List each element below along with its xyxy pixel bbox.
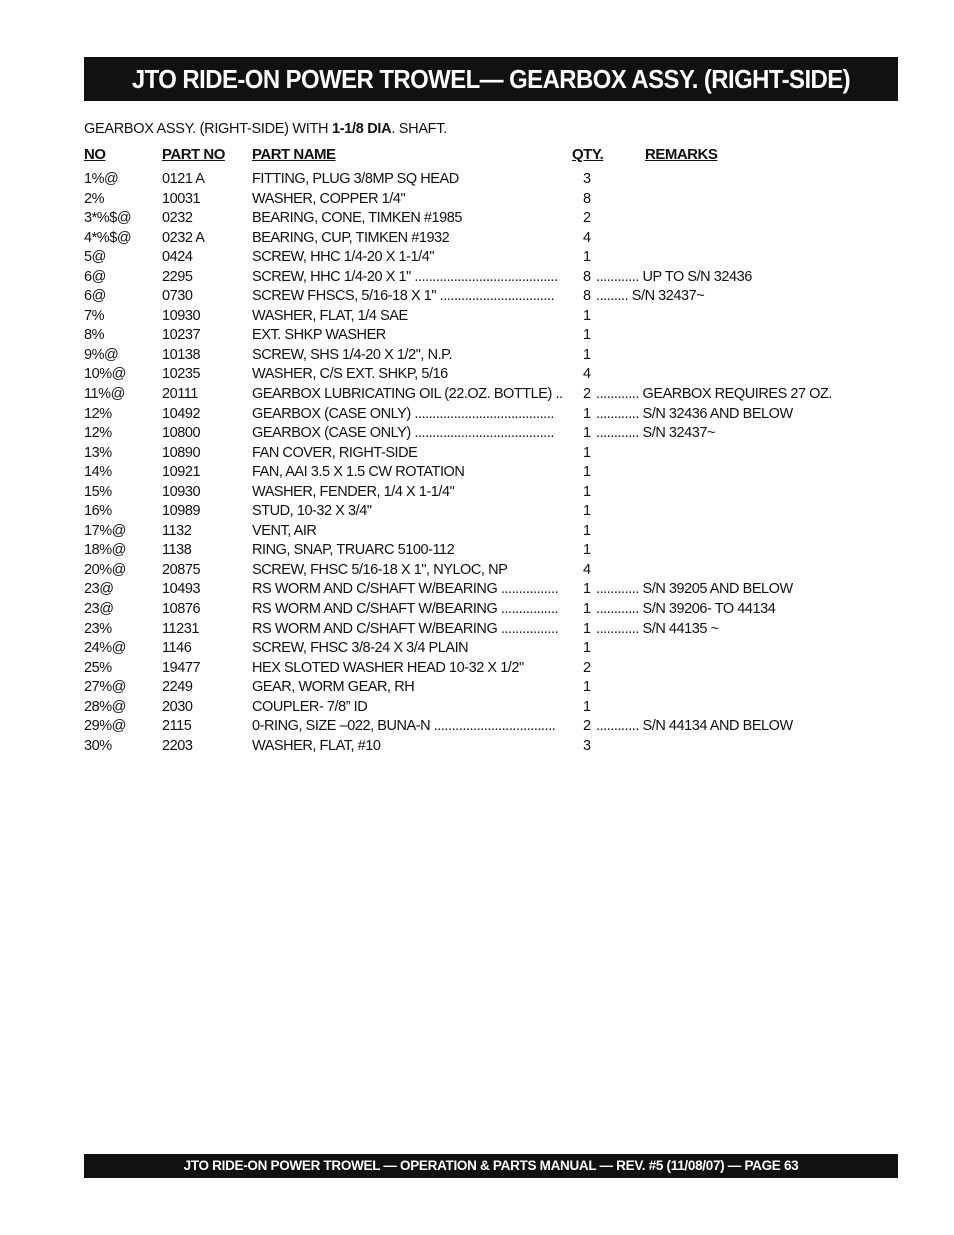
part-remarks: ......... S/N 32437~ [596, 288, 705, 305]
part-qty: 1 [583, 405, 591, 422]
part-name: BEARING, CONE, TIMKEN #1985 [252, 210, 462, 227]
table-row [0, 698, 954, 718]
part-ref-number: 8% [84, 327, 105, 344]
table-row [0, 737, 954, 757]
table-row [0, 620, 954, 640]
footer-bar [84, 1154, 898, 1178]
table-row [0, 346, 954, 366]
part-name: RS WORM AND C/SHAFT W/BEARING ................ [252, 581, 559, 598]
part-name: FAN COVER, RIGHT-SIDE [252, 444, 418, 461]
part-number: 19477 [162, 659, 201, 676]
part-qty: 1 [583, 601, 591, 618]
table-row [0, 444, 954, 464]
table-row [0, 170, 954, 190]
column-header-remarks: REMARKS [645, 146, 718, 163]
part-qty: 8 [583, 268, 591, 285]
part-ref-number: 24%@ [84, 640, 126, 657]
table-row [0, 365, 954, 385]
part-name: GEAR, WORM GEAR, RH [252, 679, 415, 696]
part-number: 2030 [162, 698, 193, 715]
table-row [0, 502, 954, 522]
table-row [0, 600, 954, 620]
part-name: GEARBOX LUBRICATING OIL (22.OZ. BOTTLE) .. [252, 386, 563, 403]
part-remarks: ............ S/N 39206- TO 44134 [596, 601, 776, 618]
part-remarks: ............ GEARBOX REQUIRES 27 OZ. [596, 386, 832, 403]
part-ref-number: 30% [84, 737, 112, 754]
part-number: 10031 [162, 190, 201, 207]
part-name: SCREW, FHSC 3/8-24 X 3/4 PLAIN [252, 640, 469, 657]
part-ref-number: 5@ [84, 249, 106, 266]
subtitle-prefix: GEARBOX ASSY. (RIGHT-SIDE) WITH [84, 121, 332, 137]
part-remarks: ............ S/N 44134 AND BELOW [596, 718, 793, 735]
part-ref-number: 23@ [84, 581, 114, 598]
column-header-no: NO [84, 146, 106, 163]
part-ref-number: 28%@ [84, 698, 126, 715]
part-qty: 1 [583, 581, 591, 598]
part-ref-number: 7% [84, 307, 105, 324]
part-number: 1146 [162, 640, 192, 657]
part-ref-number: 12% [84, 405, 112, 422]
part-number: 10921 [162, 464, 201, 481]
table-row [0, 209, 954, 229]
part-ref-number: 23@ [84, 601, 114, 618]
part-qty: 1 [583, 307, 591, 324]
part-ref-number: 9%@ [84, 346, 119, 363]
part-ref-number: 1%@ [84, 171, 119, 187]
part-name: RING, SNAP, TRUARC 5100-112 [252, 542, 455, 559]
part-ref-number: 15% [84, 483, 112, 500]
part-qty: 2 [583, 386, 591, 403]
part-qty: 1 [583, 483, 591, 500]
part-number: 0232 A [162, 229, 205, 246]
part-qty: 4 [583, 229, 591, 246]
table-row [0, 287, 954, 307]
table-row [0, 268, 954, 288]
table-row [0, 678, 954, 698]
part-number: 10890 [162, 444, 201, 461]
page-title-bar [84, 57, 898, 101]
part-ref-number: 6@ [84, 268, 106, 285]
part-name: HEX SLOTED WASHER HEAD 10-32 X 1/2" [252, 659, 524, 676]
part-qty: 3 [583, 737, 591, 754]
part-qty: 1 [583, 640, 591, 657]
part-qty: 1 [583, 346, 591, 363]
subtitle-bold: 1-1/8 DIA [331, 121, 392, 137]
part-name: COUPLER- 7/8” ID [252, 698, 368, 715]
part-number: 2203 [162, 737, 193, 754]
part-number: 2295 [162, 268, 193, 285]
part-remarks: ............ S/N 44135 ~ [596, 620, 719, 637]
part-name: SCREW, HHC 1/4-20 X 1-1/4" [252, 249, 435, 266]
part-qty: 1 [583, 698, 591, 715]
part-number: 0730 [162, 288, 193, 305]
part-number: 0232 [162, 210, 193, 227]
table-row [0, 522, 954, 542]
part-number: 10876 [162, 601, 201, 618]
column-header-qty: QTY. [572, 146, 604, 163]
part-qty: 1 [583, 522, 591, 539]
part-number: 1132 [162, 522, 192, 539]
part-remarks: ............ S/N 39205 AND BELOW [596, 581, 793, 598]
part-ref-number: 10%@ [84, 366, 126, 383]
part-name: WASHER, C/S EXT. SHKP, 5/16 [252, 366, 448, 383]
assembly-subtitle [84, 121, 447, 137]
part-ref-number: 14% [84, 464, 112, 481]
part-name: SCREW, HHC 1/4-20 X 1" ........................................ [252, 268, 558, 285]
table-row [0, 463, 954, 483]
part-number: 10492 [162, 405, 201, 422]
table-row [0, 326, 954, 346]
part-qty: 2 [583, 210, 591, 227]
part-qty: 1 [583, 464, 591, 481]
part-qty: 1 [583, 542, 591, 559]
part-number: 10138 [162, 346, 201, 363]
footer-text: JTO RIDE-ON POWER TROWEL — OPERATION & PARTS MANUAL — REV. #5 (11/08/07) — PAGE 63 [183, 1158, 799, 1173]
part-number: 10989 [162, 503, 201, 520]
table-row [0, 639, 954, 659]
table-row [0, 405, 954, 425]
part-qty: 1 [583, 425, 591, 442]
part-qty: 3 [583, 171, 591, 187]
table-row [0, 541, 954, 561]
part-number: 10237 [162, 327, 201, 344]
part-number: 10930 [162, 483, 201, 500]
part-name: WASHER, FENDER, 1/4 X 1-1/4" [252, 483, 455, 500]
part-remarks: ............ S/N 32437~ [596, 425, 716, 442]
part-qty: 1 [583, 444, 591, 461]
part-qty: 1 [583, 679, 591, 696]
column-header-part-name: PART NAME [252, 146, 336, 163]
part-name: FAN, AAI 3.5 X 1.5 CW ROTATION [252, 464, 465, 481]
part-name: WASHER, FLAT, 1/4 SAE [252, 307, 408, 324]
part-name: RS WORM AND C/SHAFT W/BEARING ................ [252, 620, 559, 637]
table-row [0, 483, 954, 503]
part-name: EXT. SHKP WASHER [252, 327, 386, 344]
part-ref-number: 13% [84, 444, 112, 461]
part-qty: 8 [583, 190, 591, 207]
table-row [0, 385, 954, 405]
part-number: 1138 [162, 542, 192, 559]
part-ref-number: 4*%$@ [84, 229, 132, 246]
part-number: 20875 [162, 561, 201, 578]
part-qty: 8 [583, 288, 591, 305]
part-qty: 1 [583, 249, 591, 266]
part-ref-number: 20%@ [84, 561, 126, 578]
table-row [0, 580, 954, 600]
table-row [0, 190, 954, 210]
part-remarks: ............ S/N 32436 AND BELOW [596, 405, 793, 422]
part-qty: 1 [583, 327, 591, 344]
table-row [0, 229, 954, 249]
part-name: GEARBOX (CASE ONLY) ....................................... [252, 405, 554, 422]
table-row [0, 717, 954, 737]
part-ref-number: 3*%$@ [84, 210, 132, 227]
part-name: STUD, 10-32 X 3/4" [252, 503, 372, 520]
part-ref-number: 18%@ [84, 542, 126, 559]
part-qty: 1 [583, 503, 591, 520]
part-ref-number: 27%@ [84, 679, 126, 696]
part-number: 20111 [162, 386, 198, 403]
parts-list [0, 170, 954, 756]
part-qty: 1 [583, 620, 591, 637]
table-row [0, 561, 954, 581]
part-name: SCREW, SHS 1/4-20 X 1/2", N.P. [252, 346, 453, 363]
table-row [0, 424, 954, 444]
part-name: FITTING, PLUG 3/8MP SQ HEAD [252, 171, 459, 187]
part-name: WASHER, FLAT, #10 [252, 737, 381, 754]
part-name: WASHER, COPPER 1/4" [252, 190, 406, 207]
part-ref-number: 23% [84, 620, 112, 637]
part-qty: 2 [583, 659, 591, 676]
table-row [0, 248, 954, 268]
part-number: 2249 [162, 679, 193, 696]
part-qty: 2 [583, 718, 591, 735]
part-name: GEARBOX (CASE ONLY) ....................................... [252, 425, 554, 442]
part-ref-number: 12% [84, 425, 112, 442]
part-name: 0-RING, SIZE –022, BUNA-N .................................. [252, 718, 556, 735]
part-number: 0121 A [162, 171, 205, 187]
part-name: SCREW FHSCS, 5/16-18 X 1" ................................ [252, 288, 555, 305]
part-number: 10930 [162, 307, 201, 324]
part-ref-number: 25% [84, 659, 112, 676]
page-title: JTO RIDE-ON POWER TROWEL— GEARBOX ASSY. (RIGHT-SIDE) [131, 64, 851, 94]
part-name: SCREW, FHSC 5/16-18 X 1", NYLOC, NP [252, 561, 508, 578]
part-ref-number: 11%@ [84, 386, 125, 403]
part-name: RS WORM AND C/SHAFT W/BEARING ................ [252, 601, 559, 618]
part-ref-number: 6@ [84, 288, 106, 305]
part-qty: 4 [583, 561, 591, 578]
part-number: 0424 [162, 249, 193, 266]
part-number: 10800 [162, 425, 201, 442]
part-ref-number: 2% [84, 190, 105, 207]
part-name: VENT, AIR [252, 522, 317, 539]
part-qty: 4 [583, 366, 591, 383]
table-row [0, 307, 954, 327]
part-remarks: ............ UP TO S/N 32436 [596, 268, 752, 285]
part-name: BEARING, CUP, TIMKEN #1932 [252, 229, 450, 246]
part-ref-number: 29%@ [84, 718, 126, 735]
part-ref-number: 16% [84, 503, 112, 520]
part-number: 10235 [162, 366, 201, 383]
part-number: 10493 [162, 581, 201, 598]
part-ref-number: 17%@ [84, 522, 126, 539]
part-number: 11231 [162, 620, 199, 637]
column-header-part-no: PART NO [162, 146, 225, 163]
part-number: 2115 [162, 718, 192, 735]
table-row [0, 659, 954, 679]
subtitle-suffix: . SHAFT. [391, 121, 447, 137]
